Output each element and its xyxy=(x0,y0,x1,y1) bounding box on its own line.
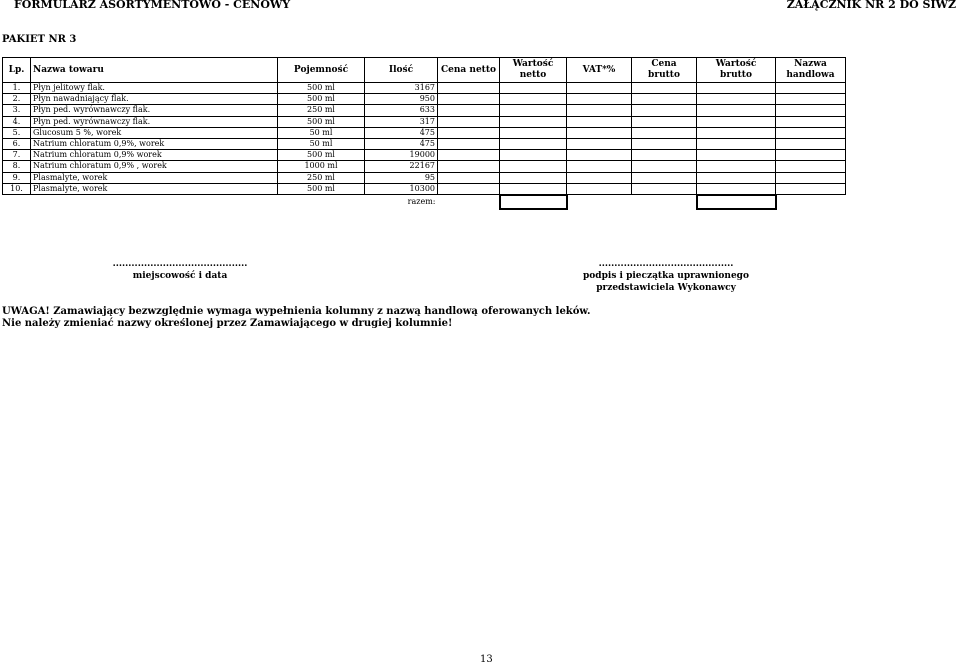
warning-note: UWAGA! Zamawiający bezwzględnie wymaga wypełnienia kolumny z nazwą handlową oferowanych leków. xyxy=(2,306,591,317)
total-gross-value-box[interactable] xyxy=(697,195,776,209)
cell-capacity: 500 ml xyxy=(278,183,365,195)
cell-lp: 5. xyxy=(3,127,31,138)
col-net-price: Cena netto xyxy=(438,58,500,83)
table-row xyxy=(3,116,846,127)
cell-trade-name[interactable] xyxy=(776,83,846,94)
cell-capacity: 250 ml xyxy=(278,105,365,116)
cell-net-value[interactable] xyxy=(500,116,567,127)
cell-name: Plasmalyte, worek xyxy=(31,183,278,195)
cell-trade-name[interactable] xyxy=(776,127,846,138)
package-label: PAKIET NR 3 xyxy=(2,34,77,45)
table-row xyxy=(3,150,846,161)
cell-gross-value[interactable] xyxy=(697,138,776,149)
cell-vat[interactable] xyxy=(567,83,632,94)
cell-gross-value[interactable] xyxy=(697,127,776,138)
cell-trade-name[interactable] xyxy=(776,161,846,172)
cell-gross-price[interactable] xyxy=(632,150,697,161)
form-title: FORMULARZ ASORTYMENTOWO - CENOWY xyxy=(14,0,291,11)
cell-vat[interactable] xyxy=(567,105,632,116)
table-row xyxy=(3,83,846,94)
cell-name: Natrium chloratum 0,9% worek xyxy=(31,150,278,161)
cell-name: Natrium chloratum 0,9%, worek xyxy=(31,138,278,149)
contractor-signature xyxy=(546,258,786,294)
cell-capacity: 250 ml xyxy=(278,172,365,183)
cell-gross-price[interactable] xyxy=(632,83,697,94)
cell-net-value[interactable] xyxy=(500,94,567,105)
table-row xyxy=(3,138,846,149)
cell-net-value[interactable] xyxy=(500,138,567,149)
cell-net-value[interactable] xyxy=(500,161,567,172)
instruction-note: Nie należy zmieniać nazwy określonej przez Zamawiającego w drugiej kolumnie! xyxy=(2,318,453,329)
razem-label: razem: xyxy=(407,197,436,207)
col-net-value: Wartość netto xyxy=(500,58,567,83)
cell-trade-name[interactable] xyxy=(776,172,846,183)
cell-net-price[interactable] xyxy=(438,83,500,94)
cell-gross-value[interactable] xyxy=(697,183,776,195)
cell-qty: 10300 xyxy=(365,183,438,195)
table-row xyxy=(3,183,846,195)
cell-gross-price[interactable] xyxy=(632,161,697,172)
cell-gross-value[interactable] xyxy=(697,150,776,161)
cell-vat[interactable] xyxy=(567,161,632,172)
cell-qty: 3167 xyxy=(365,83,438,94)
cell-net-price[interactable] xyxy=(438,183,500,195)
col-lp: Lp. xyxy=(3,58,31,83)
cell-name: Płyn jelitowy flak. xyxy=(31,83,278,94)
cell-gross-value[interactable] xyxy=(697,105,776,116)
cell-vat[interactable] xyxy=(567,183,632,195)
cell-net-value[interactable] xyxy=(500,127,567,138)
cell-lp: 1. xyxy=(3,83,31,94)
cell-qty: 475 xyxy=(365,127,438,138)
cell-qty: 19000 xyxy=(365,150,438,161)
cell-net-price[interactable] xyxy=(438,172,500,183)
cell-net-value[interactable] xyxy=(500,83,567,94)
cell-net-price[interactable] xyxy=(438,161,500,172)
cell-capacity: 500 ml xyxy=(278,116,365,127)
cell-capacity: 500 ml xyxy=(278,94,365,105)
cell-name: Natrium chloratum 0,9% , worek xyxy=(31,161,278,172)
cell-lp: 3. xyxy=(3,105,31,116)
cell-gross-price[interactable] xyxy=(632,105,697,116)
cell-gross-price[interactable] xyxy=(632,116,697,127)
cell-capacity: 1000 ml xyxy=(278,161,365,172)
cell-gross-value[interactable] xyxy=(697,83,776,94)
cell-lp: 10. xyxy=(3,183,31,195)
col-capacity: Pojemność xyxy=(278,58,365,83)
table-row xyxy=(3,94,846,105)
cell-name: Glucosum 5 %, worek xyxy=(31,127,278,138)
cell-gross-price[interactable] xyxy=(632,183,697,195)
place-date-label: miejscowość i data xyxy=(132,271,228,281)
contractor-signature-label-2: przedstawiciela Wykonawcy xyxy=(596,283,736,293)
cell-qty: 317 xyxy=(365,116,438,127)
cell-vat[interactable] xyxy=(567,127,632,138)
cell-capacity: 50 ml xyxy=(278,127,365,138)
cell-gross-value[interactable] xyxy=(697,94,776,105)
cell-qty: 633 xyxy=(365,105,438,116)
table-row xyxy=(3,127,846,138)
col-gross-price: Cena brutto xyxy=(632,58,697,83)
cell-capacity: 500 ml xyxy=(278,150,365,161)
cell-net-value[interactable] xyxy=(500,150,567,161)
cell-gross-value[interactable] xyxy=(697,161,776,172)
cell-capacity: 50 ml xyxy=(278,138,365,149)
col-vat: VAT*% xyxy=(567,58,632,83)
cell-net-price[interactable] xyxy=(438,94,500,105)
cell-gross-value[interactable] xyxy=(697,116,776,127)
cell-vat[interactable] xyxy=(567,172,632,183)
total-net-value-box[interactable] xyxy=(500,195,567,209)
cell-vat[interactable] xyxy=(567,116,632,127)
col-trade-name: Nazwa handlowa xyxy=(776,58,846,83)
cell-trade-name[interactable] xyxy=(776,94,846,105)
cell-lp: 4. xyxy=(3,116,31,127)
attachment-title: ZAŁĄCZNIK NR 2 DO SIWZ xyxy=(786,0,956,11)
contractor-signature-dots: ........................................... xyxy=(598,259,734,269)
cell-qty: 95 xyxy=(365,172,438,183)
cell-lp: 8. xyxy=(3,161,31,172)
cell-vat[interactable] xyxy=(567,150,632,161)
place-date-dots: ........................................... xyxy=(112,259,248,269)
cell-net-price[interactable] xyxy=(438,150,500,161)
cell-lp: 2. xyxy=(3,94,31,105)
cell-trade-name[interactable] xyxy=(776,150,846,161)
cell-gross-price[interactable] xyxy=(632,94,697,105)
cell-name: Plasmalyte, worek xyxy=(31,172,278,183)
razem-row xyxy=(3,195,846,209)
col-gross-value: Wartość brutto xyxy=(697,58,776,83)
cell-lp: 9. xyxy=(3,172,31,183)
cell-net-value[interactable] xyxy=(500,105,567,116)
col-name: Nazwa towaru xyxy=(31,58,278,83)
page-number: 13 xyxy=(480,654,493,665)
table-row xyxy=(3,172,846,183)
cell-vat[interactable] xyxy=(567,138,632,149)
cell-trade-name[interactable] xyxy=(776,138,846,149)
cell-trade-name[interactable] xyxy=(776,183,846,195)
cell-net-value[interactable] xyxy=(500,183,567,195)
cell-qty: 475 xyxy=(365,138,438,149)
col-qty: Ilość xyxy=(365,58,438,83)
cell-net-price[interactable] xyxy=(438,105,500,116)
cell-lp: 6. xyxy=(3,138,31,149)
cell-gross-value[interactable] xyxy=(697,172,776,183)
table-row xyxy=(3,105,846,116)
cell-qty: 22167 xyxy=(365,161,438,172)
price-table xyxy=(2,57,846,210)
cell-net-price[interactable] xyxy=(438,127,500,138)
cell-net-price[interactable] xyxy=(438,116,500,127)
cell-name: Płyn ped. wyrównawczy flak. xyxy=(31,116,278,127)
cell-net-price[interactable] xyxy=(438,138,500,149)
place-date-signature xyxy=(60,258,300,282)
cell-trade-name[interactable] xyxy=(776,105,846,116)
cell-gross-price[interactable] xyxy=(632,127,697,138)
cell-qty: 950 xyxy=(365,94,438,105)
cell-trade-name[interactable] xyxy=(776,116,846,127)
cell-capacity: 500 ml xyxy=(278,83,365,94)
cell-lp: 7. xyxy=(3,150,31,161)
table-row xyxy=(3,161,846,172)
cell-name: Płyn nawadniający flak. xyxy=(31,94,278,105)
table-header-row xyxy=(3,58,846,83)
cell-gross-price[interactable] xyxy=(632,172,697,183)
cell-gross-price[interactable] xyxy=(632,138,697,149)
cell-net-value[interactable] xyxy=(500,172,567,183)
cell-vat[interactable] xyxy=(567,94,632,105)
cell-name: Płyn ped. wyrównawczy flak. xyxy=(31,105,278,116)
contractor-signature-label-1: podpis i pieczątka uprawnionego xyxy=(583,271,749,281)
